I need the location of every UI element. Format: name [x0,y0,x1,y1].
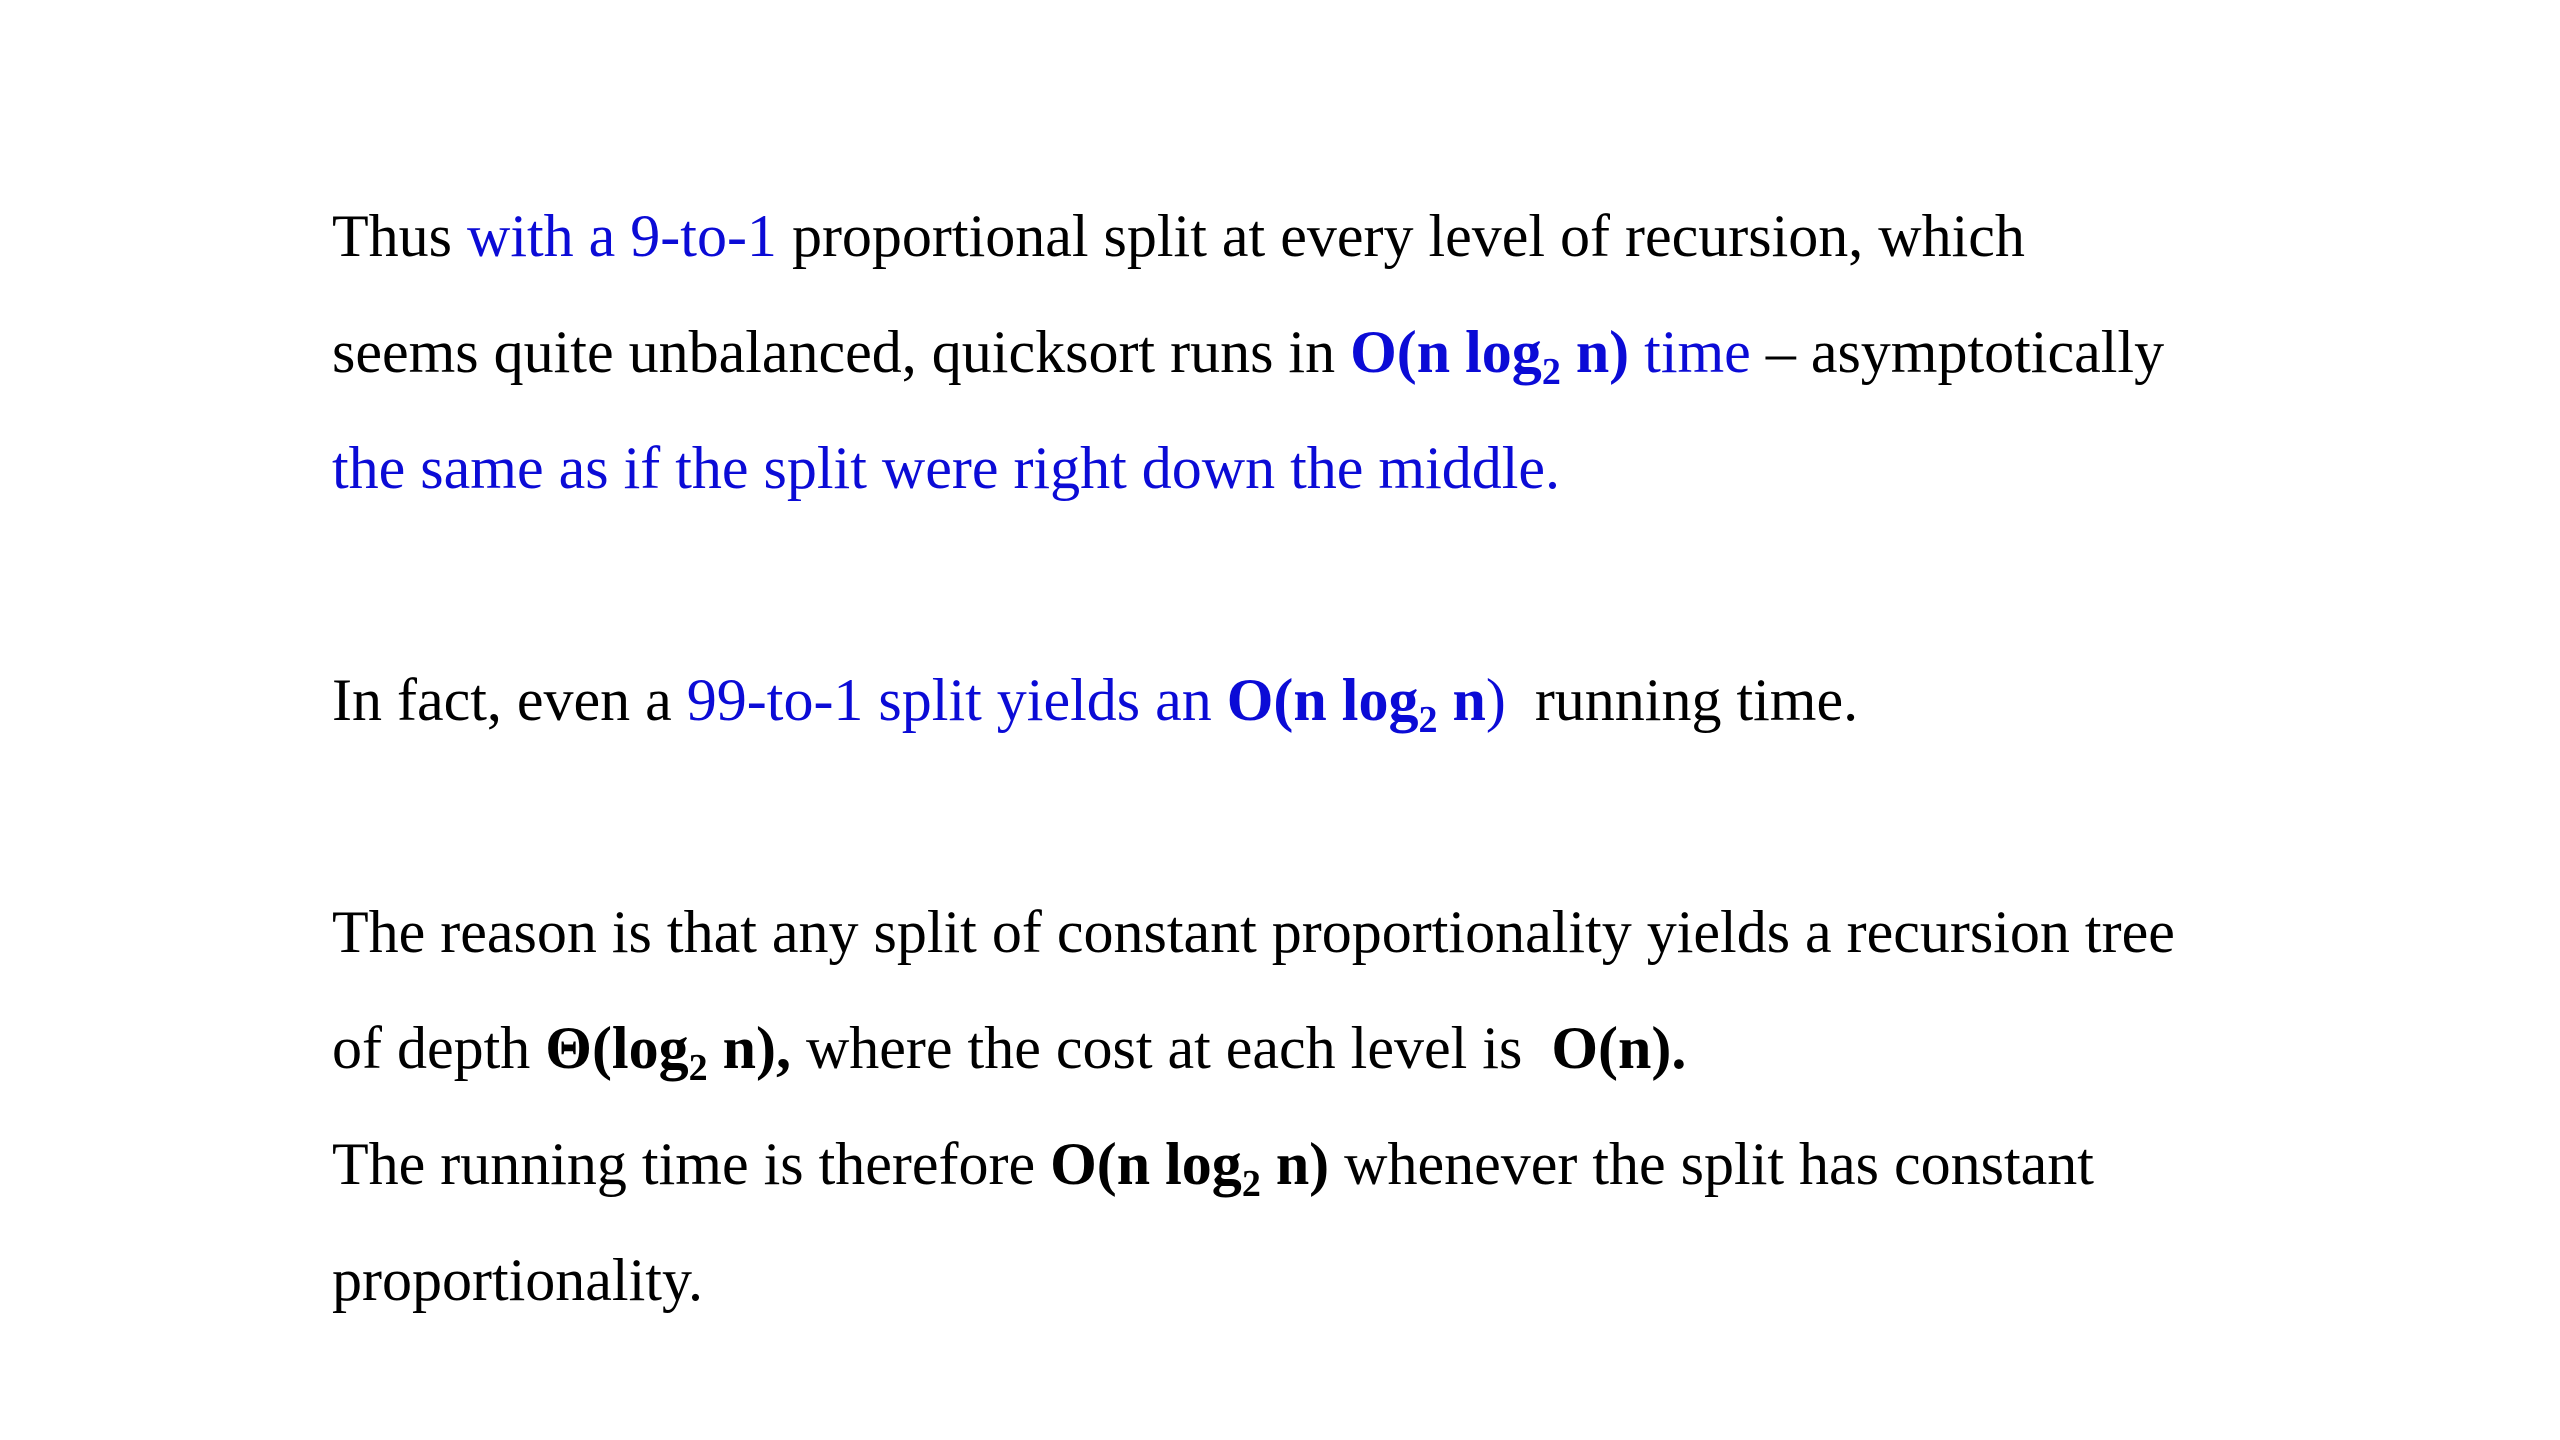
math-span: O(n log [1226,667,1419,733]
highlight-span: the same as if the split were right down the middle. [332,435,1561,501]
para1-line3 [332,428,1560,508]
text-span: The reason is that any split of constant proportionality yields a recursion tree [332,899,2175,965]
para3-line3 [332,1124,2094,1204]
para3-line2 [332,1008,1686,1088]
text-span: The running time is therefore [332,1131,1051,1197]
text-span: – asymptotically [1750,319,2165,385]
text-span: seems quite unbalanced, quicksort runs in [332,319,1351,385]
text-span: whenever the split has constant [1329,1131,2094,1197]
math-span: O(n log [1350,319,1542,385]
text-span: proportionality. [332,1247,704,1313]
math-span: n) [1260,1131,1330,1197]
highlight-span: 99-to-1 split yields an [686,667,1227,733]
subscript: 2 [1241,1163,1261,1205]
text-span: Thus [332,203,467,269]
subscript: 2 [688,1047,708,1089]
para1-line2 [332,312,2164,392]
text-span: proportional split at every level of recursion, which [776,203,2025,269]
highlight-span: time [1629,319,1751,385]
subscript: 2 [1541,351,1561,393]
text-span: of depth [332,1015,546,1081]
math-span: O(n). [1551,1015,1687,1081]
para3-line1 [332,892,2175,972]
math-span: n [1437,667,1486,733]
math-span: ) [1485,667,1506,733]
subscript: 2 [1418,699,1438,741]
highlight-span: with a 9-to-1 [467,203,777,269]
para3-line4 [332,1240,703,1320]
math-span: n) [1560,319,1630,385]
math-span: n), [707,1015,791,1081]
text-span: running time. [1519,667,1859,733]
para2-line1 [332,660,1858,740]
math-span: O(n log [1050,1131,1242,1197]
text-span: In fact, even a [332,667,687,733]
text-span: where the cost at each level is [790,1015,1538,1081]
para1-line1 [332,196,2025,276]
math-span: Θ(log [545,1015,689,1081]
